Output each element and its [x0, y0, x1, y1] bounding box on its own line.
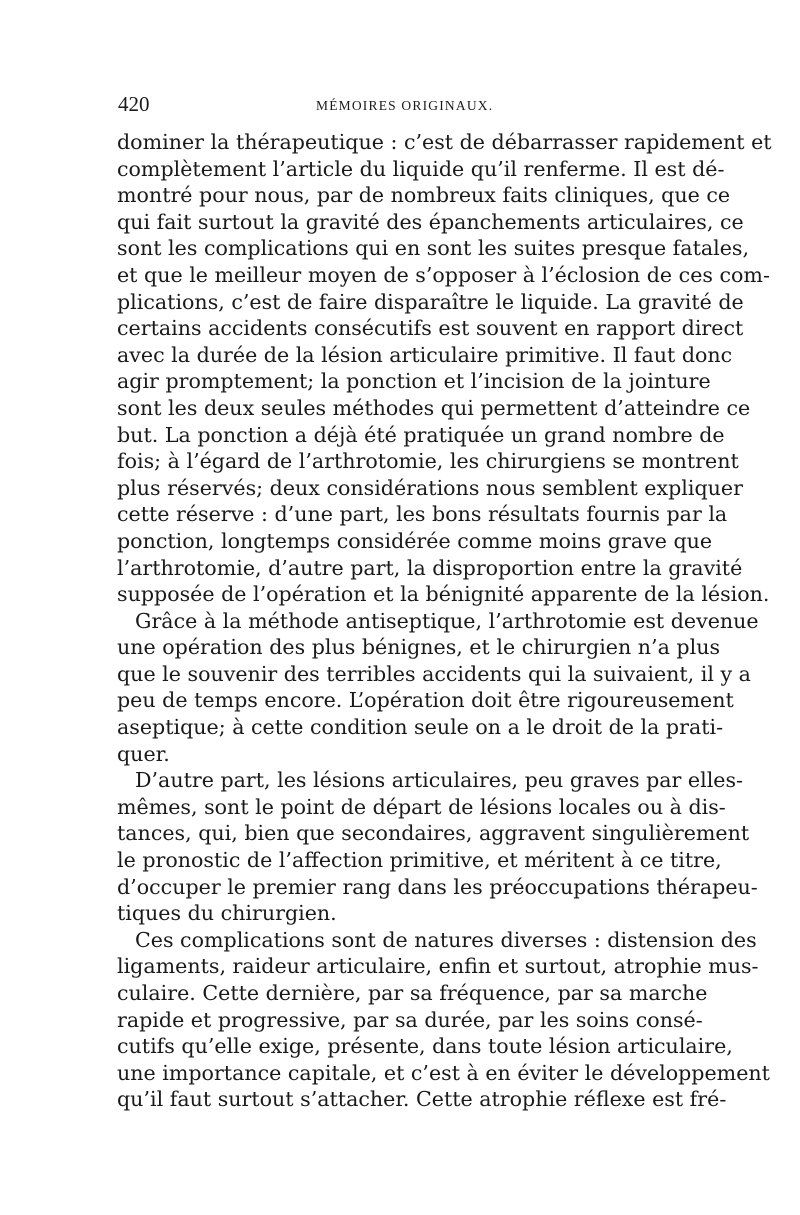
text-line: qui fait surtout la gravité des épanchements articulaires, ce [117, 209, 744, 234]
text-line: montré pour nous, par de nombreux faits cliniques, que ce [117, 183, 731, 208]
text-line: supposée de l’opération et la bénignité apparente de la lésion. [117, 582, 770, 607]
text-line: le pronostic de l’affection primitive, et méritent à ce titre, [117, 848, 722, 873]
text-line: Ces complications sont de natures diverses : distension des [135, 927, 757, 952]
text-line: cette réserve : d’une part, les bons résultats fournis par la [117, 502, 728, 527]
text-line: l’arthrotomie, d’autre part, la disproportion entre la gravité [117, 555, 743, 580]
text-line: fois; à l’égard de l’arthrotomie, les chirurgiens se montrent [117, 449, 739, 474]
text-line: plus réservés; deux considérations nous semblent expliquer [117, 475, 743, 500]
text-line: agir promptement; la ponction et l’incision de la jointure [117, 369, 711, 394]
text-line: certains accidents consécutifs est souvent en rapport direct [117, 316, 744, 341]
text-line: D’autre part, les lésions articulaires, peu graves par elles- [135, 768, 743, 793]
text-line: et que le meilleur moyen de s’opposer à l’éclosion de ces com- [117, 262, 770, 287]
text-line: tiques du chirurgien. [117, 901, 337, 926]
paragraph [117, 767, 758, 927]
running-title: MÉMOIRES ORIGINAUX. [316, 98, 494, 113]
text-line: peu de temps encore. L’opération doit être rigoureusement [117, 688, 734, 713]
text-line: ligaments, raideur articulaire, enfin et surtout, atrophie mus- [117, 954, 759, 979]
text-line: sont les complications qui en sont les suites presque fatales, [117, 236, 750, 261]
page-header [118, 92, 683, 122]
paragraph [117, 608, 759, 768]
text-line: d’occuper le premier rang dans les préoccupations thérapeu- [117, 874, 758, 899]
paragraph [117, 129, 772, 608]
text-line: mêmes, sont le point de départ de lésions locales ou à dis- [117, 794, 726, 819]
text-line: ponction, longtemps considérée comme moins grave que [117, 528, 713, 553]
text-line: qu’il faut surtout s’attacher. Cette atrophie réflexe est fré- [117, 1087, 727, 1112]
text-line: dominer la thérapeutique : c’est de débarrasser rapidement et [117, 130, 772, 154]
text-line: une importance capitale, et c’est à en éviter le développement [117, 1060, 770, 1085]
paragraph [117, 927, 770, 1113]
text-line: sont les deux seules méthodes qui permettent d’atteindre ce [117, 395, 751, 420]
text-line: but. La ponction a déjà été pratiquée un grand nombre de [117, 422, 725, 447]
text-line: une opération des plus bénignes, et le chirurgien n’a plus [117, 635, 721, 660]
body-text [117, 129, 772, 1113]
text-line: cutifs qu’elle exige, présente, dans toute lésion articulaire, [117, 1034, 733, 1059]
text-line: rapide et progressive, par sa durée, par les soins consé- [117, 1007, 703, 1032]
text-line: quer. [117, 741, 170, 766]
text-line: avec la durée de la lésion articulaire primitive. Il faut donc [117, 342, 733, 367]
text-line: que le souvenir des terribles accidents qui la suivaient, il y a [117, 661, 751, 686]
text-line: Grâce à la méthode antiseptique, l’arthrotomie est devenue [135, 608, 759, 633]
text-line: aseptique; à cette condition seule on a le droit de la prati- [117, 715, 724, 740]
text-line: culaire. Cette dernière, par sa fréquence, par sa marche [117, 981, 708, 1005]
page-number: 420 [118, 92, 150, 116]
text-line: plications, c’est de faire disparaître le liquide. La gravité de [117, 289, 744, 314]
text-line: complètement l’article du liquide qu’il renferme. Il est dé- [117, 156, 725, 181]
text-line: tances, qui, bien que secondaires, aggravent singulièrement [117, 821, 750, 846]
